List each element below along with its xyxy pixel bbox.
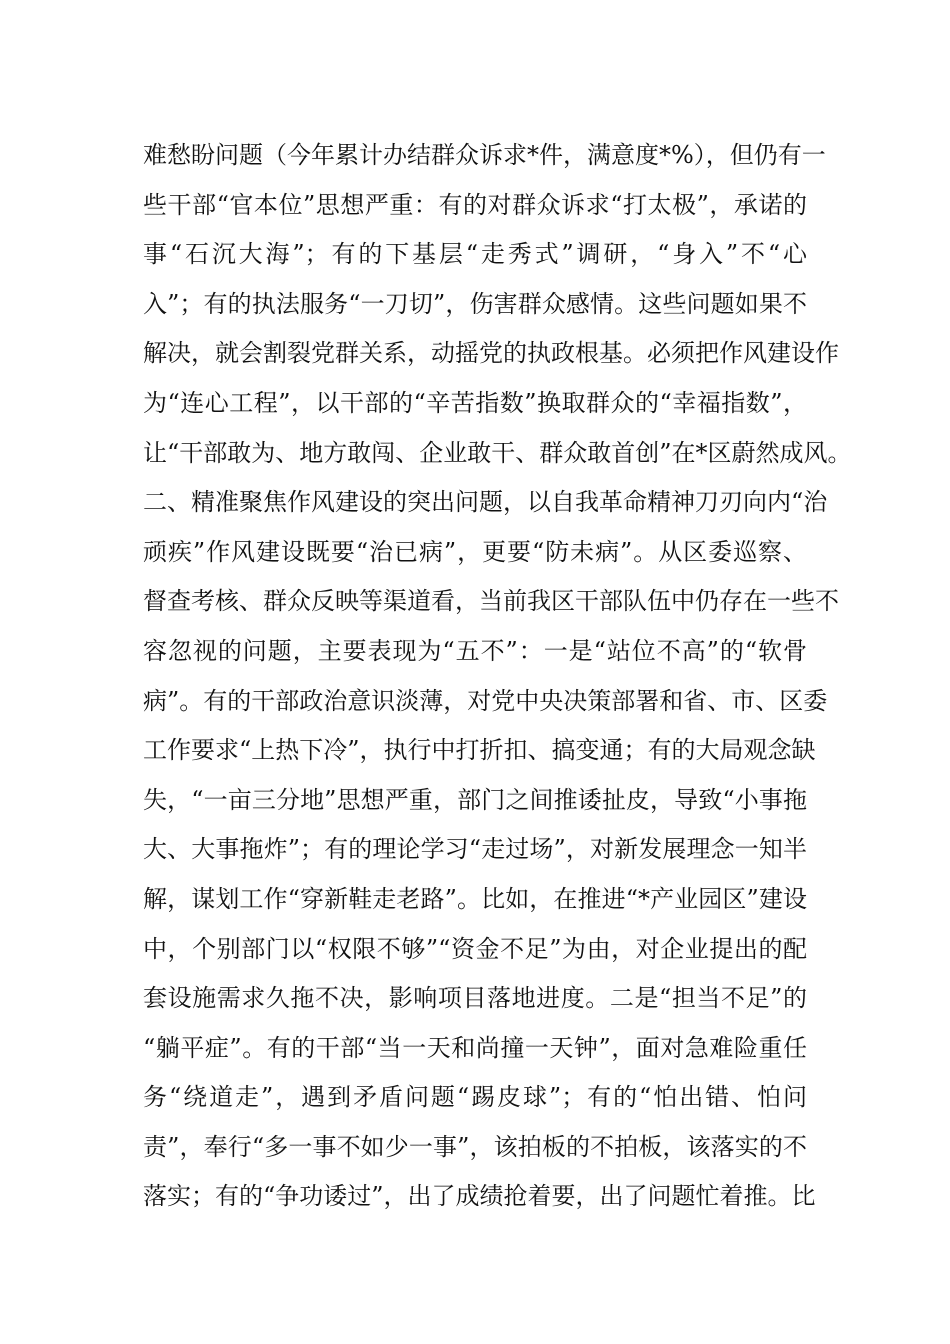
text-line: 套设施需求久拖不决，影响项目落地进度。二是“担当不足”的 [143,984,807,1013]
text-line: 顽疾”作风建设既要“治已病”，更要“防未病”。从区委巡察、 [143,537,807,566]
text-line: 解决，就会割裂党群关系，动摇党的执政根基。必须把作风建设作 [143,339,839,368]
text-line: 失，“一亩三分地”思想严重，部门之间推诿扯皮，导致“小事拖 [143,785,807,814]
text-line: 落实；有的“争功诿过”，出了成绩抢着要，出了问题忙着推。比 [143,1182,816,1211]
text-line: 容忽视的问题，主要表现为“五不”：一是“站位不高”的“软骨 [143,636,807,665]
text-line: “躺平症”。有的干部“当一天和尚撞一天钟”，面对急难险重任 [143,1033,807,1062]
text-line: 务“绕道走”，遇到矛盾问题“踢皮球”；有的“怕出错、怕问 [143,1083,807,1112]
text-line: 入”；有的执法服务“一刀切”，伤害群众感情。这些问题如果不 [143,289,807,318]
document-body [143,136,852,1227]
section-heading: 二、精准聚焦作风建设的突出问题，以自我革命精神刀刃向内“治 [143,488,828,517]
text-line: 解，谋划工作“穿新鞋走老路”。比如，在推进“*产业园区”建设 [143,884,807,913]
text-line: 事“石沉大海”；有的下基层“走秀式”调研，“身入”不“心 [143,240,807,269]
text-line: 让“干部敢为、地方敢闯、企业敢干、群众敢首创”在*区蔚然成风。 [143,438,852,467]
text-line: 督查考核、群众反映等渠道看，当前我区干部队伍中仍存在一些不 [143,587,839,616]
text-line: 大、大事拖炸”；有的理论学习“走过场”，对新发展理念一知半 [143,835,807,864]
text-line: 为“连心工程”，以干部的“辛苦指数”换取群众的“幸福指数”， [143,388,807,417]
text-line: 责”，奉行“多一事不如少一事”，该拍板的不拍板，该落实的不 [143,1132,807,1161]
text-line: 工作要求“上热下冷”，执行中打折扣、搞变通；有的大局观念缺 [143,736,816,765]
text-line: 病”。有的干部政治意识淡薄，对党中央决策部署和省、市、区委 [143,686,828,715]
text-line: 中，个别部门以“权限不够”“资金不足”为由，对企业提出的配 [143,934,807,963]
text-line: 些干部“官本位”思想严重：有的对群众诉求“打太极”，承诺的 [143,190,807,219]
text-line: 难愁盼问题（今年累计办结群众诉求*件，满意度*%），但仍有一 [143,141,826,169]
